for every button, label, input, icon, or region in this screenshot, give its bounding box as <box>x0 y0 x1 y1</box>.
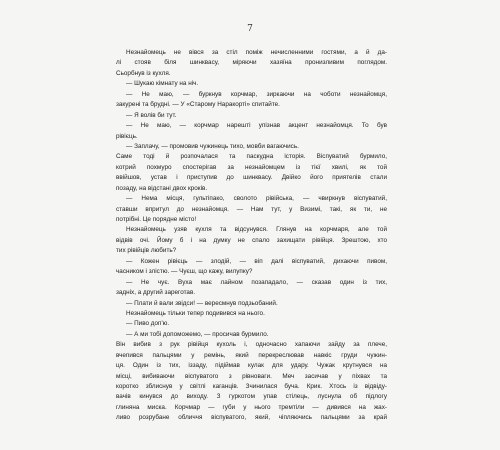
text-line: Сьорбнув із кухля. <box>116 69 171 77</box>
text-line: коротко зблиснув у світлі каганців. Зчинилася буча. Крик. Хтось із відвіду- <box>116 383 387 390</box>
text-line: закурені та брудні. — У «Старому Наракорті» спитайте. <box>116 101 280 109</box>
text-line: — Кожен рівієць — злодій, — віп далі віспуватий, дихаючи пивом, <box>126 257 387 265</box>
text-line: Незнайомець узяв кухля та відсунувся. Глянув на корчмаря, але той <box>126 226 387 234</box>
text-line: часником і злістю. — Чуєш, що кажу, вилупку? <box>116 268 253 276</box>
text-line: — А ми тобі допоможемо, — просичав бурмило. <box>126 330 269 338</box>
text-line: ливо розрубане обличчя віспуватого, який, чіпляючись пальцями за край <box>116 414 387 422</box>
text-line: — Не маю, — корчмар нарешті упізнав акцент незнайомця. То був <box>126 122 387 130</box>
text-line: Незнайомець тільки тепер подивився на нього. <box>126 309 265 317</box>
text-line: — Я волів би тут. <box>126 111 177 119</box>
text-line: — Плати й вали звідси! — вересмнув подзьобаний. <box>126 299 278 307</box>
text-line: глиняна миска. Корчмар — губи у нього тремтіли — дивився на жах- <box>116 403 387 411</box>
text-line: — Пиво доп'ю. <box>126 320 170 328</box>
text-line: ця. Один із тих, іззаду, підіймав кулак для удару. Чужак крутнувся на <box>116 362 387 370</box>
text-line: вачів кинувся до виходу. З гуркотом упав стілець, луснула об підлогу <box>116 393 387 401</box>
text-line: Незнайомець не вівся за стіл поміж нечисленними гостями, а й да- <box>126 49 387 56</box>
text-line: ввійшов, устав і приступив до шинквасу. Двійко його приятелів стали <box>116 174 387 182</box>
text-line: ставши впритул до незнайомця. — Нам тут, у Визимі, такі, як ти, не <box>116 205 387 213</box>
text-line: — Нема місця, гультіпако, сволото рівійська, — чвиркнув віспуватий, <box>126 195 387 203</box>
text-line: вчепився пальцями у ремінь, який перекреслював навкіс груди чужин- <box>116 351 387 359</box>
text-line: — Не маю, — буркнув корчмар, зиркаючи на чоботи незнайомця, <box>126 90 387 98</box>
text-line: котрий похмуро спостерігав за незнайомцем із тієї хвилі, як той <box>116 163 387 171</box>
text-line: лі стояв біля шинквасу, міряючи хазяїна пронизливим поглядом. <box>116 59 387 67</box>
text-line: Саме тоді й розпочалася та паскудна історія. Віспуватий бурмило, <box>116 153 387 161</box>
text-line: — Заплачу, — промовив чужинець тихо, мовби вагаючись. <box>126 142 299 150</box>
text-line: — Шукаю кімнату на ніч. <box>126 80 199 88</box>
text-line: позаду, на відстані двох кроків. <box>116 184 208 192</box>
text-line: Він вибив з рук рівійця кухоль і, одночасно хапаючи зайду за плече, <box>116 341 387 349</box>
text-line: відвів очі. Йому б і на думку не спало захищати рівійця. Зрештою, хто <box>116 236 387 244</box>
body-text <box>116 48 387 424</box>
text-line: місці, вибиваючи віспуватого з рівноваги. Меч засичав у піхвах та <box>116 372 387 380</box>
text-line: задніх, а другий зареготав. <box>116 289 196 297</box>
text-line: рівієць. <box>116 132 138 140</box>
page-number: 7 <box>247 24 253 34</box>
text-line: — Не чує. Вуха має лайном позападало, — сказав один із тих, <box>126 278 387 286</box>
text-line: потрібні. Це порядне місто! <box>116 216 197 223</box>
text-line: тих рівійців любить? <box>116 247 177 255</box>
